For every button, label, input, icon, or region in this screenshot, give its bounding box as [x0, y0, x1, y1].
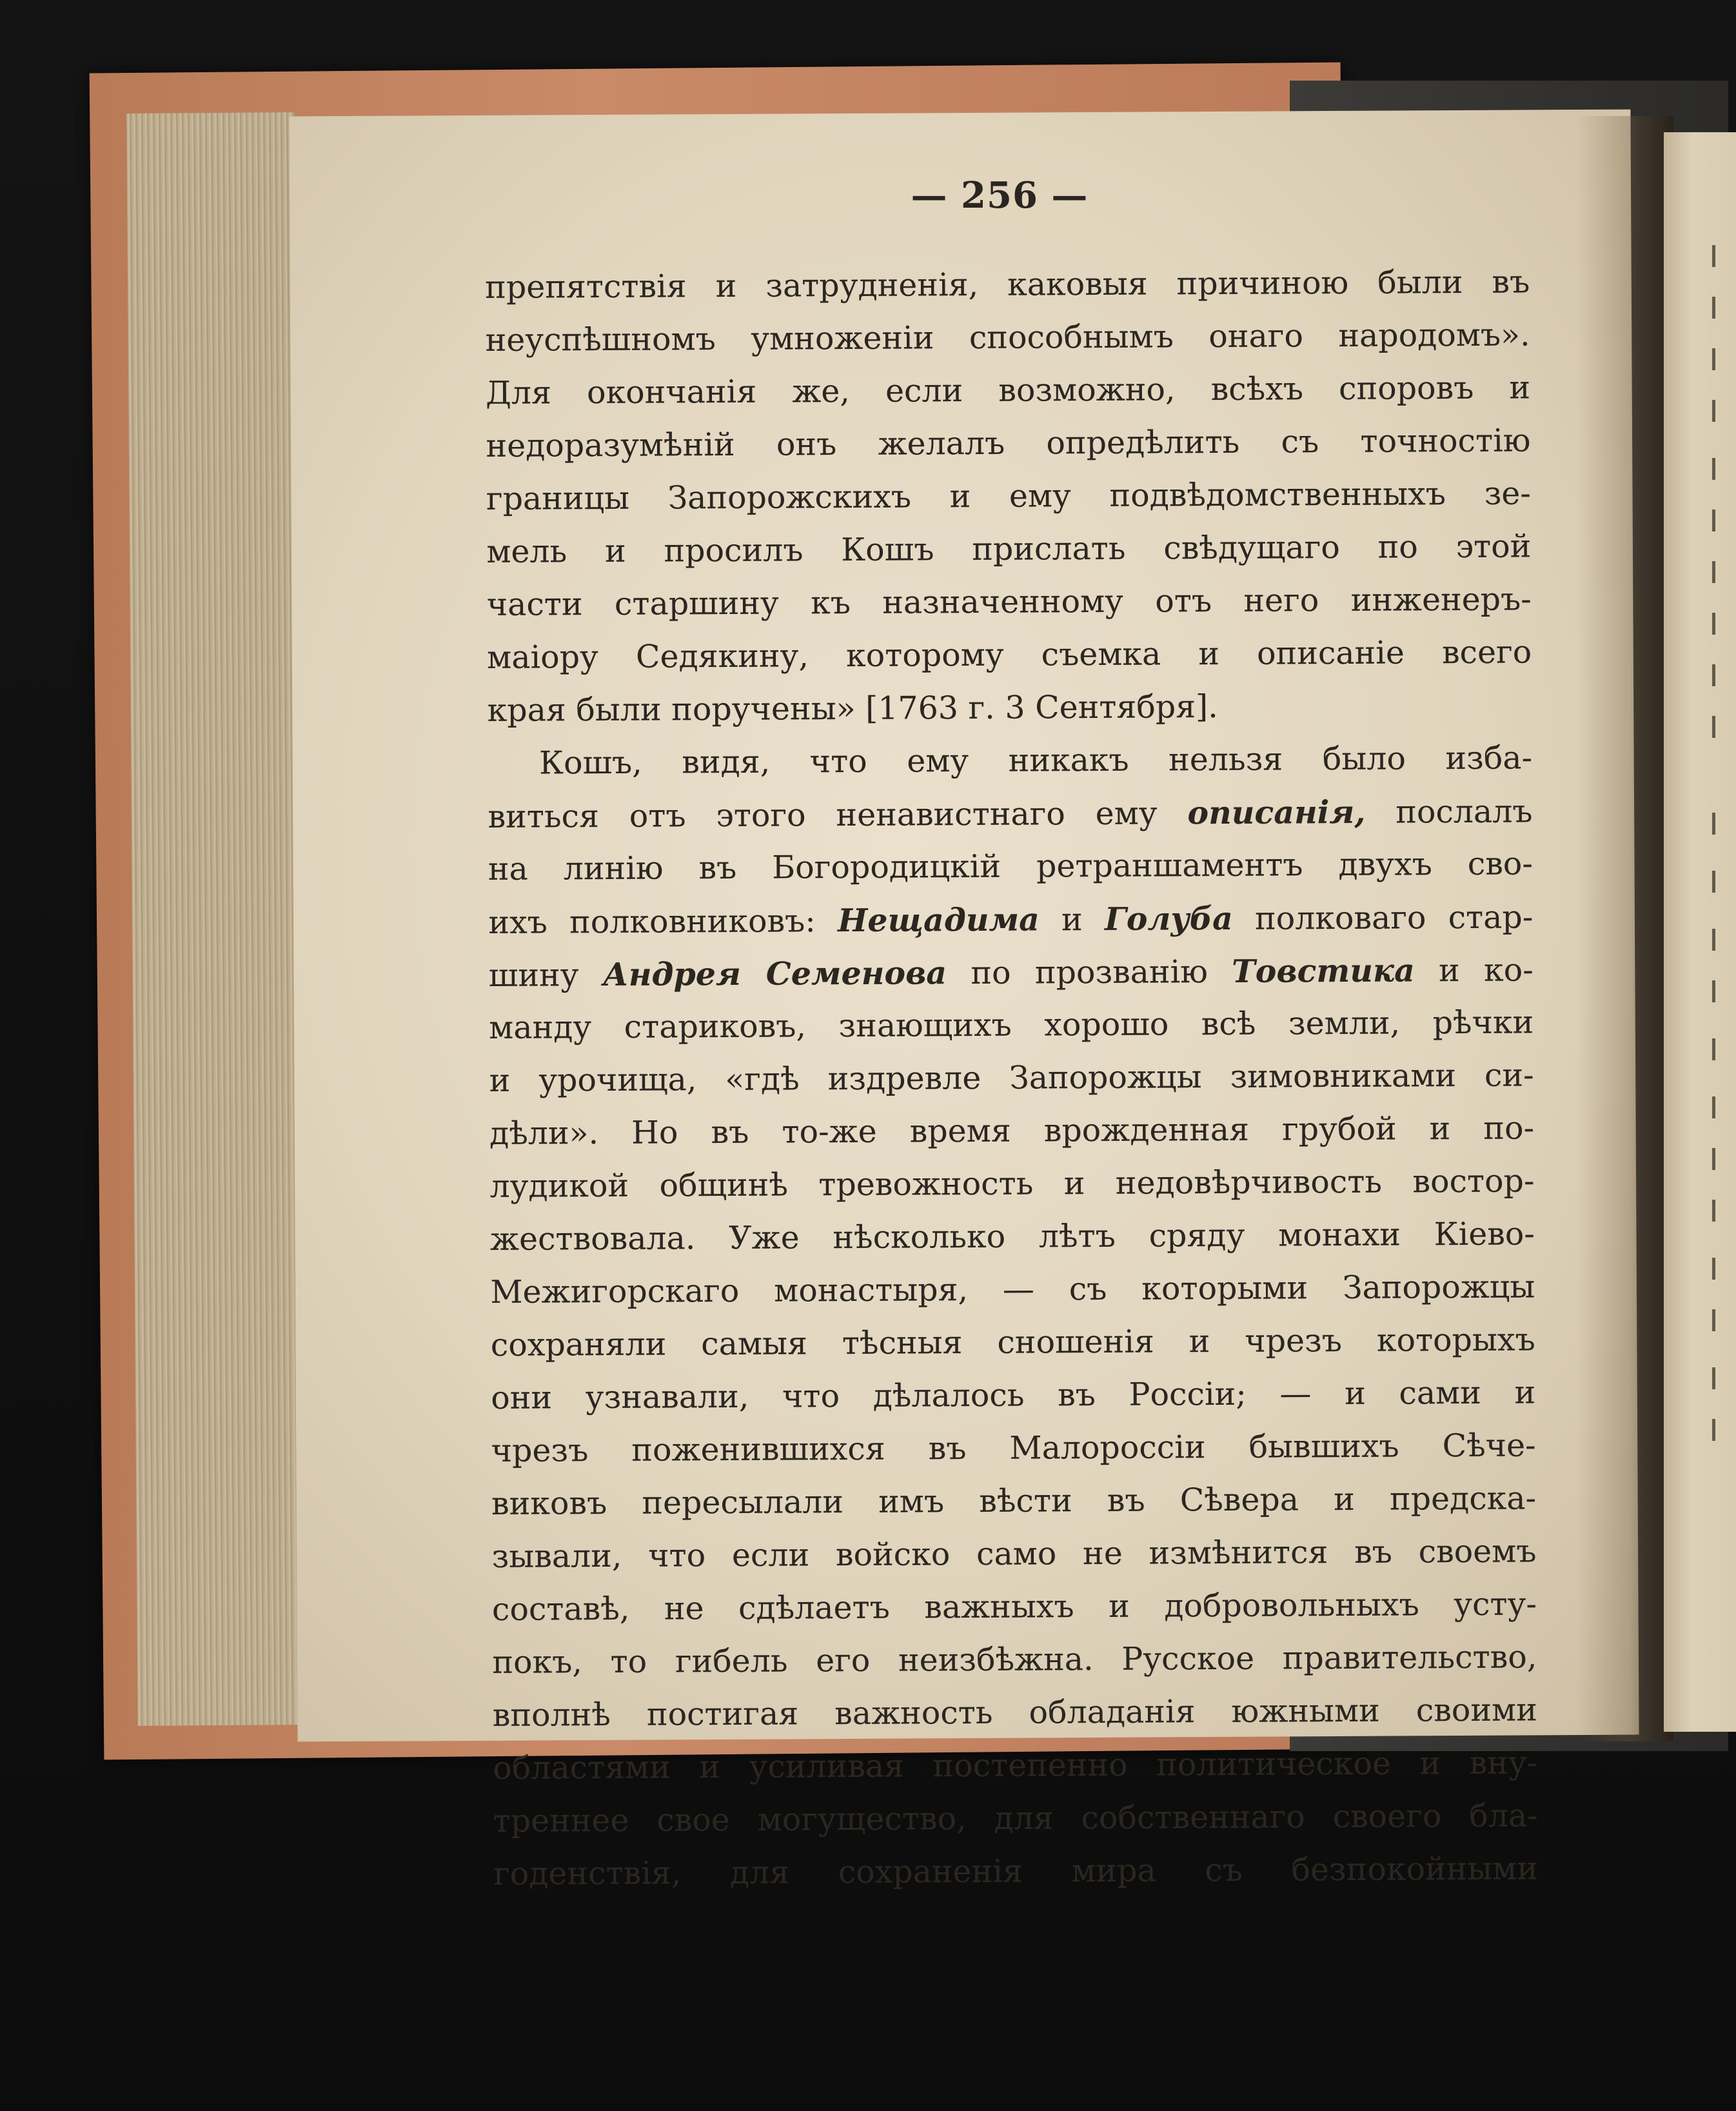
text-segment: составѣ, не сдѣлаетъ важныхъ и добровольныхъ усту- — [491, 1585, 1537, 1628]
text-segment: лудикой общинѣ тревожность и недовѣрчивость востор- — [489, 1162, 1535, 1205]
text-line — [488, 785, 1532, 843]
facing-page-letter-fragment — [1712, 1096, 1724, 1118]
text-segment: на линію въ Богородицкій ретраншаментъ двухъ сво- — [488, 845, 1534, 887]
text-segment: манду стариковъ, знающихъ хорошо всѣ земли, рѣчки — [489, 1004, 1534, 1046]
text-line — [491, 1366, 1535, 1424]
text-line — [491, 1472, 1536, 1530]
text-line — [486, 362, 1530, 420]
page-gutter-shadow — [1577, 116, 1673, 1741]
text-line — [493, 1789, 1537, 1847]
text-segment: Для окончанія же, если возможно, всѣхъ споровъ и — [485, 369, 1531, 411]
text-segment: дѣли». Но въ то-же время врожденная грубой и по- — [489, 1109, 1535, 1152]
text-line — [487, 626, 1532, 684]
text-segment: неуспѣшномъ умноженіи способнымъ онаго народомъ». — [485, 316, 1530, 359]
facing-page-letter-fragment — [1712, 458, 1724, 480]
facing-page-letter-fragment — [1712, 1367, 1724, 1389]
text-line — [485, 256, 1530, 314]
text-segment: и урочища, «гдѣ издревле Запорожцы зимовниками си- — [489, 1056, 1534, 1099]
body-text — [485, 256, 1538, 1901]
text-line — [490, 1207, 1535, 1265]
facing-page-letter-fragment — [1712, 561, 1724, 583]
text-segment: жествовала. Уже нѣсколько лѣтъ сряду монахи Кіево- — [489, 1215, 1535, 1258]
page-edges — [126, 112, 305, 1726]
emphasized-text: описанія, — [1187, 793, 1366, 832]
text-segment: и — [1039, 900, 1105, 938]
text-segment: чрезъ поженившихся въ Малороссіи бывшихъ Сѣче- — [491, 1427, 1536, 1469]
text-line — [491, 1313, 1535, 1371]
text-segment: границы Запорожскихъ и ему подвѣдомственныхъ зе- — [486, 475, 1532, 517]
text-segment: части старшину къ назначенному отъ него инженеръ- — [486, 580, 1532, 623]
text-line — [486, 415, 1530, 473]
text-line — [489, 944, 1534, 1002]
facing-page-letter-fragment — [1712, 1258, 1724, 1280]
text-segment: Межигорскаго монастыря, — съ которыми Запорожцы — [490, 1268, 1535, 1311]
text-segment: препятствія и затрудненія, каковыя причиною были въ — [485, 263, 1530, 306]
text-segment: виковъ пересылали имъ вѣсти въ Сѣвера и предска- — [491, 1480, 1537, 1522]
facing-page-letter-fragment — [1712, 929, 1724, 951]
facing-page-letter-fragment — [1712, 348, 1724, 370]
text-segment: Кошъ, видя, что ему никакъ нельзя было изба- — [538, 739, 1533, 782]
facing-page-letter-fragment — [1712, 613, 1724, 635]
facing-page-letter-fragment — [1712, 400, 1724, 422]
text-segment: края были поручены» [1763 г. 3 Сентября]. — [487, 688, 1218, 729]
text-line — [486, 520, 1531, 579]
facing-page-letter-fragment — [1712, 245, 1724, 267]
text-line — [487, 679, 1532, 737]
text-segment: и ко- — [1414, 951, 1534, 989]
facing-page-letter-fragment — [1712, 1148, 1724, 1170]
emphasized-text: Голуба — [1104, 899, 1233, 938]
facing-page-letter-fragment — [1712, 716, 1724, 738]
text-segment: областями и усиливая постепенно политическое и вну- — [493, 1744, 1538, 1787]
text-segment: треннее свое могущество, для собственнаго своего бла- — [493, 1797, 1538, 1839]
text-line — [487, 573, 1532, 631]
text-segment: годенствія, для сохраненія мира съ безпокойными — [493, 1850, 1539, 1892]
text-line — [492, 1578, 1537, 1636]
text-line — [491, 1525, 1536, 1583]
emphasized-text: Товстика — [1232, 951, 1415, 990]
text-line — [488, 891, 1533, 949]
facing-page-letter-fragment — [1712, 1419, 1724, 1441]
emphasized-text: Андрея Семенова — [602, 954, 947, 994]
text-segment: виться отъ этого ненавистнаго ему — [488, 795, 1188, 835]
facing-page-letter-fragment — [1712, 1200, 1724, 1222]
text-line — [485, 309, 1530, 367]
text-segment: покъ, то гибель его неизбѣжна. Русское правительство, — [492, 1638, 1537, 1681]
facing-page-letter-fragment — [1712, 813, 1724, 835]
page-number: — 256 — — [911, 174, 1089, 217]
text-segment: ихъ полковниковъ: — [488, 902, 838, 941]
facing-page-letter-fragment — [1712, 510, 1724, 531]
text-segment: вполнѣ постигая важность обладанія южными своими — [492, 1691, 1537, 1734]
facing-page-letter-fragment — [1712, 1038, 1724, 1060]
emphasized-text: Нещадима — [837, 900, 1040, 940]
text-segment: недоразумѣній онъ желалъ опредѣлить съ точностію — [486, 422, 1531, 464]
text-line — [493, 1683, 1537, 1741]
text-segment: зывали, что если войско само не измѣнится въ своемъ — [491, 1532, 1537, 1575]
facing-page-letter-fragment — [1712, 980, 1724, 1002]
text-line — [493, 1842, 1538, 1900]
text-line — [486, 468, 1531, 526]
text-line — [493, 1736, 1537, 1794]
text-line — [488, 838, 1533, 896]
facing-page-text-fragments — [1712, 245, 1736, 1471]
text-line — [489, 1102, 1534, 1160]
text-segment: маіору Седякину, которому съемка и описаніе всего — [487, 633, 1532, 676]
text-line — [488, 732, 1532, 790]
facing-page-letter-fragment — [1712, 297, 1724, 319]
text-segment: полковаго стар- — [1232, 898, 1534, 937]
text-line — [492, 1630, 1537, 1689]
text-segment: послалъ — [1365, 793, 1533, 831]
facing-page-letter-fragment — [1712, 664, 1724, 686]
text-segment: мель и просилъ Кошъ прислать свѣдущаго по этой — [486, 528, 1532, 570]
text-line — [491, 1419, 1535, 1477]
text-segment: по прозванію — [946, 953, 1232, 992]
text-line — [490, 1260, 1535, 1318]
text-segment: шину — [488, 956, 603, 994]
facing-page-letter-fragment — [1712, 1309, 1724, 1331]
text-line — [489, 1155, 1534, 1213]
text-line — [489, 996, 1534, 1055]
facing-page-letter-fragment — [1712, 871, 1724, 893]
text-segment: сохраняли самыя тѣсныя сношенія и чрезъ которыхъ — [490, 1321, 1535, 1363]
text-segment: они узнавали, что дѣлалось въ Россіи; — и сами и — [491, 1374, 1536, 1416]
text-line — [489, 1049, 1534, 1107]
